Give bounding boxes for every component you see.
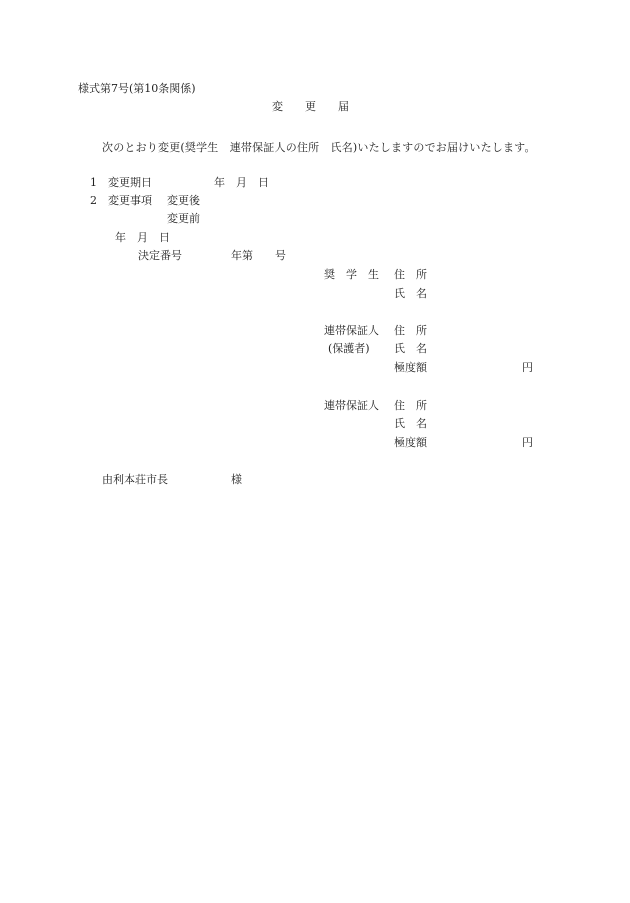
body-paragraph: 次のとおり変更(奨学生 連帯保証人の住所 氏名)いたしますのでお届けいたします。	[102, 141, 536, 154]
guarantor1-address-label: 住 所	[394, 324, 427, 337]
student-name-label: 氏 名	[394, 287, 427, 300]
guarantor2-address-label: 住 所	[394, 399, 427, 412]
date-line: 年 月 日	[115, 231, 170, 244]
item-1-date: 年 月 日	[214, 176, 269, 189]
item-2-number: 2	[90, 194, 97, 207]
guarantor1-role-sub: (保護者)	[328, 342, 370, 355]
guarantor1-limit-label: 極度額	[394, 361, 427, 374]
decision-label: 決定番号	[138, 249, 182, 262]
guarantor2-name-label: 氏 名	[394, 417, 427, 430]
guarantor2-limit-unit: 円	[522, 436, 533, 449]
item-2-before: 変更前	[167, 212, 200, 225]
item-1-label: 変更期日	[108, 176, 152, 189]
guarantor2-limit-label: 極度額	[394, 436, 427, 449]
addressee-name: 由利本荘市長	[102, 473, 168, 486]
student-address-label: 住 所	[394, 268, 427, 281]
item-2-label: 変更事項	[108, 194, 152, 207]
document-title: 変 更 届	[272, 100, 349, 113]
item-1-number: 1	[90, 176, 97, 189]
guarantor1-role: 連帯保証人	[324, 324, 379, 337]
decision-value: 年第 号	[231, 249, 286, 262]
item-2-after: 変更後	[167, 194, 200, 207]
guarantor1-name-label: 氏 名	[394, 342, 427, 355]
guarantor1-limit-unit: 円	[522, 361, 533, 374]
student-role: 奨 学 生	[324, 268, 379, 281]
guarantor2-role: 連帯保証人	[324, 399, 379, 412]
addressee-honorific: 様	[231, 473, 242, 486]
form-number: 様式第7号(第10条関係)	[78, 82, 196, 95]
